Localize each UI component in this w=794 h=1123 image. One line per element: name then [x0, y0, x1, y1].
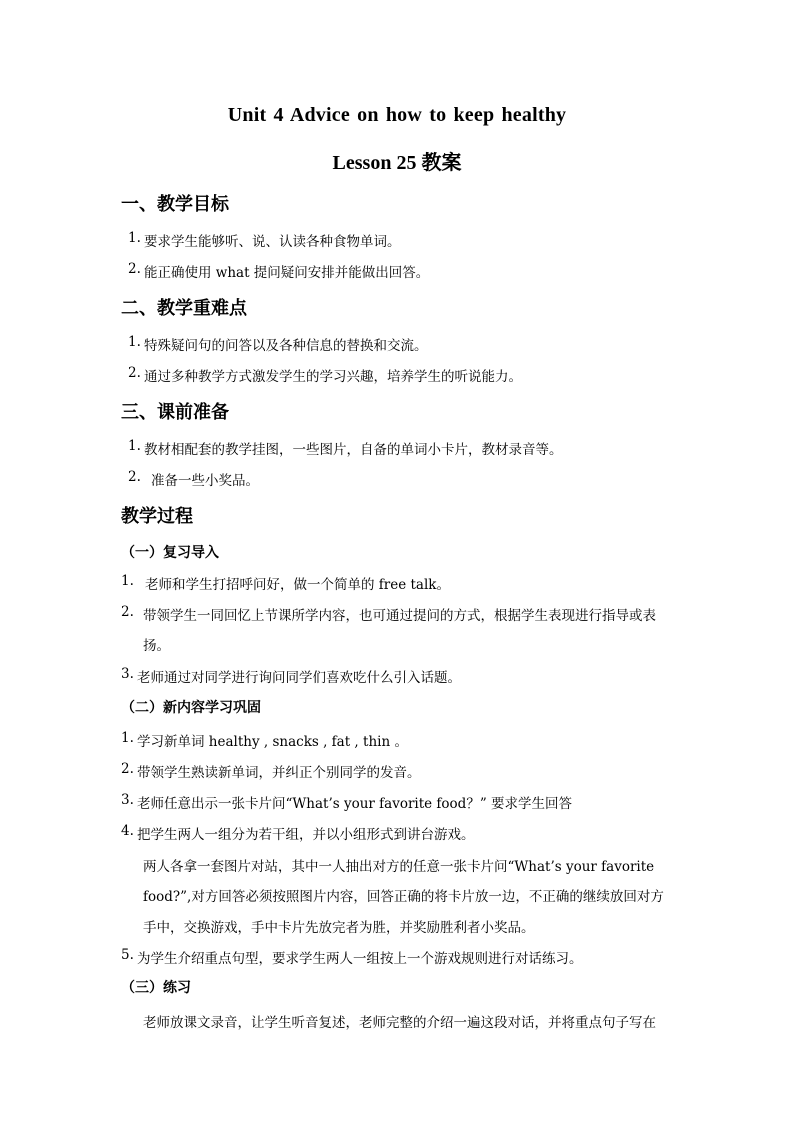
- paragraph-line: 两人各拿一套图片对站，其中一人抽出对方的任意一张卡片问“What’s your favorite: [143, 859, 655, 875]
- list-item: 老师任意出示一张卡片问“What’s your favorite food？” 要求学生回答: [137, 796, 573, 812]
- list-item: 老师通过对同学进行询问同学们喜欢吃什么引入话题。: [137, 670, 461, 686]
- section-heading-objectives: 一、教学目标: [121, 194, 229, 215]
- list-item: 要求学生能够听、说、认读各种食物单词。: [144, 234, 401, 250]
- section-heading-difficulties: 二、教学重难点: [121, 298, 247, 319]
- list-item: 教材相配套的教学挂图，一些图片，自备的单词小卡片，教材录音等。: [144, 442, 563, 458]
- item-number: 2.: [121, 604, 134, 620]
- item-number: 1.: [128, 230, 141, 246]
- paragraph-line: 手中，交换游戏，手中卡片先放完者为胜，并奖励胜利者小奖品。: [143, 920, 535, 936]
- item-number: 2.: [121, 761, 134, 777]
- subsection-heading-new-content: （二）新内容学习巩固: [121, 700, 261, 716]
- list-item: 为学生介绍重点句型，要求学生两人一组按上一个游戏规则进行对话练习。: [137, 951, 583, 967]
- section-heading-process: 教学过程: [121, 506, 193, 527]
- item-number: 1.: [128, 438, 141, 454]
- item-number: 5.: [121, 947, 134, 963]
- section-heading-preparation: 三、课前准备: [121, 402, 229, 423]
- list-item: 能正确使用 what 提问疑问安排并能做出回答。: [144, 265, 430, 281]
- list-item: 通过多种教学方式激发学生的学习兴趣，培养学生的听说能力。: [144, 369, 522, 385]
- list-item: 学习新单词 healthy , snacks , fat , thin 。: [137, 734, 408, 750]
- item-number: 2.: [128, 365, 141, 381]
- list-item: 准备一些小奖品。: [151, 473, 259, 489]
- item-number: 1.: [121, 573, 134, 589]
- item-number: 4.: [121, 823, 134, 839]
- item-number: 1.: [121, 730, 134, 746]
- list-item: 特殊疑问句的问答以及各种信息的替换和交流。: [144, 338, 428, 354]
- item-number: 1.: [128, 334, 141, 350]
- list-item: 把学生两人一组分为若干组，并以小组形式到讲台游戏。: [137, 827, 475, 843]
- list-item: 老师和学生打招呼问好，做一个简单的 free talk。: [145, 577, 450, 593]
- paragraph-line: 老师放课文录音，让学生听音复述，老师完整的介绍一遍这段对话，并将重点句子写在: [143, 1015, 656, 1031]
- item-number: 2.: [128, 261, 141, 277]
- subsection-heading-practice: （三）练习: [121, 980, 191, 996]
- item-number: 2.: [128, 469, 141, 485]
- list-item-continuation: 扬。: [143, 638, 170, 654]
- paragraph-line: food?”,对方回答必须按照图片内容，回答正确的将卡片放一边，不正确的继续放回对方: [143, 889, 664, 905]
- list-item: 带领学生熟读新单词，并纠正个别同学的发音。: [137, 765, 421, 781]
- list-item: 带领学生一同回忆上节课所学内容，也可通过提问的方式，根据学生表现进行指导或表: [143, 608, 656, 624]
- item-number: 3.: [121, 792, 134, 808]
- lesson-title: Lesson 25 教案: [332, 152, 462, 174]
- item-number: 3.: [121, 666, 134, 682]
- subsection-heading-review: （一）复习导入: [121, 545, 219, 561]
- unit-title: Unit 4 Advice on how to keep healthy: [227, 104, 567, 126]
